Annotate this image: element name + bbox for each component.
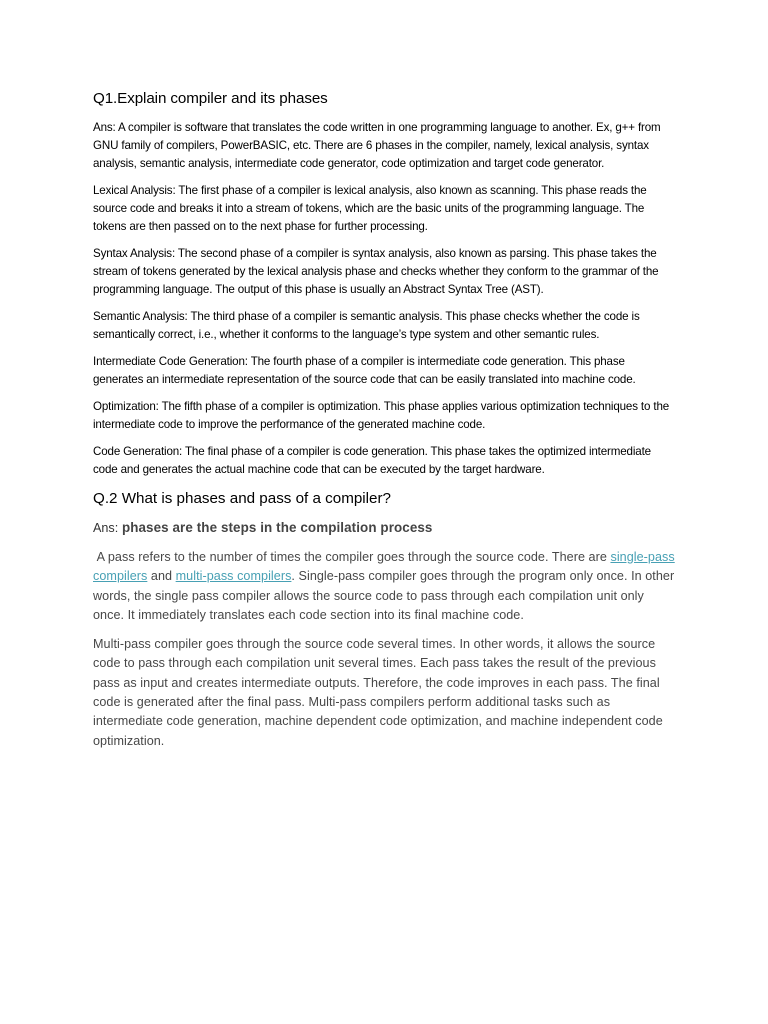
- document-content: [93, 88, 675, 761]
- pass-intro-paragraph: [93, 548, 675, 625]
- syntax-analysis-paragraph: Syntax Analysis: The second phase of a compiler is syntax analysis, also known as parsing. This phase takes the stream of tokens generated by the lexical analysis phase and checks whether they conform to the grammar of the programming language. The output of this phase is usually an Abstract Syntax Tree (AST).: [93, 247, 659, 296]
- multi-pass-paragraph: Multi-pass compiler goes through the source code several times. In other words, it allows the source code to pass through each compilation unit several times. Each pass takes the result of the previous pass as input and creates intermediate outputs. Therefore, the code improves in each pass. The final code is generated after the final pass. Multi-pass compilers perform additional tasks such as intermediate code generation, machine dependent code optimization, and machine independent code optimization.: [93, 637, 663, 748]
- q1-answer-paragraph: Ans: A compiler is software that translates the code written in one programming language to another. Ex, g++ from GNU family of compilers, PowerBASIC, etc. There are 6 phases in the compiler, namely, lexical analysis, syntax analysis, semantic analysis, intermediate code generator, code optimization and target code generator.: [93, 121, 661, 170]
- question-1-heading: Q1.Explain compiler and its phases: [93, 90, 328, 107]
- lexical-analysis-paragraph: Lexical Analysis: The first phase of a compiler is lexical analysis, also known as scanning. This phase reads the source code and breaks it into a stream of tokens, which are the basic units of the programming language. The tokens are then passed on to the next phase for further processing.: [93, 184, 647, 233]
- multi-pass-compilers-link[interactable]: multi-pass compilers: [175, 569, 292, 584]
- pass-intro-before: A pass refers to the number of times the compiler goes through the source code. There are: [96, 550, 607, 564]
- code-generation-paragraph: Code Generation: The final phase of a compiler is code generation. This phase takes the optimized intermediate code and generates the actual machine code that can be executed by the target hardware.: [93, 445, 651, 476]
- pass-and-text: and: [150, 569, 173, 584]
- single-pass-compilers-link[interactable]: single-pass compilers: [93, 550, 675, 584]
- optimization-paragraph: Optimization: The fifth phase of a compiler is optimization. This phase applies various optimization techniques to the intermediate code to improve the performance of the generated machine code.: [93, 400, 670, 431]
- pass-intro-after: . Single-pass compiler goes through the program only once. In other words, the single pass compiler allows the source code to pass through each compilation unit only once. It immediately translates each code section into its final machine code.: [93, 569, 675, 622]
- question-2-heading: Q.2 What is phases and pass of a compiler?: [93, 490, 391, 507]
- q2-answer-title: phases are the steps in the compilation process: [121, 520, 433, 535]
- intermediate-code-paragraph: Intermediate Code Generation: The fourth phase of a compiler is intermediate code generation. This phase generates an intermediate representation of the source code that can be easily translated into machine code.: [93, 355, 636, 386]
- semantic-analysis-paragraph: Semantic Analysis: The third phase of a compiler is semantic analysis. This phase checks whether the code is semantically correct, i.e., whether it conforms to the language’s type system and other semantic rules.: [93, 310, 640, 341]
- q2-answer-label: Ans:: [93, 521, 119, 535]
- q2-answer-heading: [93, 518, 675, 538]
